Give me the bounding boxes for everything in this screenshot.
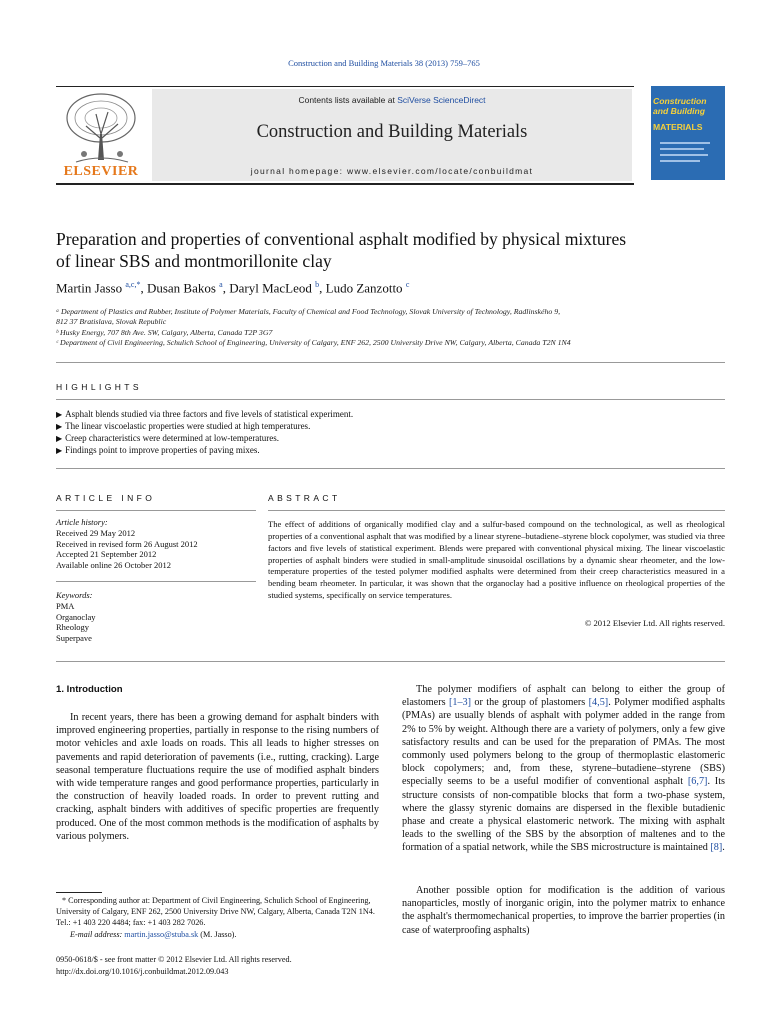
abstract-copyright: © 2012 Elsevier Ltd. All rights reserved. [584,618,725,628]
cover-materials: MATERIALS [653,122,703,132]
divider [56,661,725,662]
affiliation-c: ᶜ Department of Civil Engineering, Schulich School of Engineering, University of Calgary, ENF 262, 2500 University Drive NW, Calgary, Alberta, Canada T2N 1N4 [56,338,571,347]
citation-link[interactable]: [1–3] [448,697,472,709]
sciverse-link[interactable]: SciVerse ScienceDirect [397,95,486,105]
highlight-item [56,433,676,443]
author-name: Martin Jasso [56,280,123,296]
corresponding-author-footnote: * Corresponding author at: Department of Civil Engineering, Schulich School of Engineering, University of Calgary, ENF 262, 2500 University Drive NW, Calgary, Alberta, Canada T2N 1N4. Tel.: +1 403 220 4484; fax: +1 403 282 7026. [56,896,375,927]
triangle-bullet-icon: ▶ [56,434,63,443]
article-history [56,517,236,571]
history-revised: Received in revised form 26 August 2012 [56,538,198,549]
divider [56,468,725,469]
highlight-item [56,445,676,455]
citation-link[interactable]: [4,5] [588,697,609,709]
header-top-rule [56,86,634,87]
footnote-rule [56,892,102,893]
section-heading-introduction: 1. Introduction [56,684,123,695]
contents-line [152,95,632,105]
author-name: Daryl MacLeod [229,280,312,296]
divider [56,362,725,363]
keyword: Organoclay [56,611,96,622]
elsevier-wordmark: ELSEVIER [63,164,139,179]
abstract-text: The effect of additions of organically modified clay and a sulfur-based compound on the technological, as well as rheological properties of a conventional asphalt that was modified by a linear styrene–butadiene–styrene block copolymer, was studied via three factors and five levels of statistical experiment. Blends were prepared with conventional physical mixing. The linear viscoelastic properties of asphalt binders were studied in small-amplitude sinusoidal oscillations by a dynamic shear rheometer, and the low-temperature properties of the tested polymer modified asphalts were determined from their creep characteristics measured in a bending beam rheometer. In particular, it was shown that the organoclay had a positive influence on rheological properties of the studied systems, specifically on service temperatures. [268,519,725,601]
doi-link[interactable]: http://dx.doi.org/10.1016/j.conbuildmat.2012.09.043 [56,967,229,976]
affiliation-a-cont: 812 37 Bratislava, Slovak Republic [56,317,167,326]
intro-right-paragraph-2: Another possible option for modification is the addition of various nanoparticles, mostly of inorganic origin, into the polymer matrix to enhance the asphalt's thermomechanical properties, to improve the barrier properties (in case of waterproofing asphalts) [402,885,725,936]
journal-homepage[interactable]: journal homepage: www.elsevier.com/locate/conbuildmat [250,166,534,176]
author-list: Martin Jasso $^{a,c,*}$, Dusan Bakos $^a$, Daryl MacLeod $^b$, Ludo Zanzotto $^c$ [56,280,410,296]
keyword: PMA [56,600,75,611]
author-name: Ludo Zanzotto [325,280,403,296]
title-line-2: of linear SBS and montmorillonite clay [56,251,332,271]
highlight-item [56,409,676,419]
issn-line: 0950-0618/$ - see front matter © 2012 Elsevier Ltd. All rights reserved. [56,955,292,964]
keywords-label: Keywords: [56,590,93,600]
article-history-label: Article history: [56,517,108,527]
journal-title: Construction and Building Materials [256,122,528,142]
keywords [56,590,236,644]
journal-reference[interactable]: Construction and Building Materials 38 (2013) 759–765 [288,58,480,68]
keyword: Rheology [56,622,90,633]
affiliation-b: ᵇ Husky Energy, 707 8th Ave. SW, Calgary, Alberta, Canada T2P 3G7 [56,328,273,337]
abstract-heading: ABSTRACT [268,493,341,503]
history-online: Available online 26 October 2012 [56,560,172,571]
highlight-text: The linear viscoelastic properties were studied at high temperatures. [65,421,311,431]
highlight-text: Findings point to improve properties of paving mixes. [65,445,260,455]
header-bottom-rule [56,183,634,185]
divider [56,581,256,582]
history-accepted: Accepted 21 September 2012 [56,549,157,560]
highlight-text: Creep characteristics were determined at low-temperatures. [65,433,280,443]
body-text: . Polymer modified asphalts (PMAs) are usually blends of asphalt with polymer added in the range from 2% to 5% by weight. Although there are a variety of polymers, only a few give satisfactory results and can be used for the preparation of PMAs. The most commonly used polymers belong to the group of thermoplastic elastomeric block copolymers; and, from these, styrene–butadiene–styrene (SBS) especially seems to be a useful modifier of conventional asphalt [402,697,726,788]
body-text: The polymer modifiers of asphalt can belong to either the group of elastomers [402,684,725,709]
body-text: . [722,842,725,854]
highlight-item [56,421,676,431]
author-sup[interactable]: c [405,280,410,289]
article-title [56,228,716,272]
affiliation-a: ᵃ Department of Plastics and Rubber, Institute of Polymer Materials, Faculty of Chemical and Food Technology, Slovak University of Technology, Radlinského 9, [56,307,561,316]
divider [268,510,725,511]
triangle-bullet-icon: ▶ [56,410,63,419]
author-sup[interactable]: a [219,280,223,289]
email-footnote [56,929,382,940]
email-suffix: (M. Jasso). [198,930,237,939]
divider [56,399,725,400]
email-link[interactable]: martin.jasso@stuba.sk [124,930,199,939]
keyword: Superpave [56,633,92,644]
highlights-heading: HIGHLIGHTS [56,382,142,392]
author-sup[interactable]: b [315,280,320,289]
cover-line1: Construction [653,96,707,106]
intro-right-paragraph-1 [402,683,725,855]
email-label: E-mail address: [70,930,125,939]
citation-link[interactable]: [6,7] [687,776,708,788]
author-sup[interactable]: a,c,* [125,280,141,289]
author-name: Dusan Bakos [146,280,216,296]
article-info-heading: ARTICLE INFO [56,493,156,503]
divider [56,510,256,511]
title-line-1: Preparation and properties of conventional asphalt modified by physical mixtures [56,229,627,249]
triangle-bullet-icon: ▶ [56,422,63,431]
intro-left-paragraph: In recent years, there has been a growing demand for asphalt binders with improved engineering properties, partially in response to the rising numbers of motor vehicles and axle loads on roads. This all leads to higher stresses on pavements and rapid deterioration of pavements (i.e., rutting, cracking). Large seasonal temperature fluctuations require the use of modified asphalt binders with wide temperature ranges and good performance properties, particularly in the construction of heavily loaded roads. In order to prevent rutting and cracking, asphalt binders with additives of specific properties are frequently produced. One of the most common methods is the modification of asphalts by various polymers. [56,712,379,842]
highlight-text: Asphalt blends studied via three factors and five levels of statistical experiment. [65,409,354,419]
cover-line2: and Building [653,106,706,116]
contents-prefix: Contents lists available at [298,95,398,105]
body-text: . Its structure consists of non-compatible blocks that form a two-phase system, where the glassy styrenic domains are dispersed in the flexible butadienic phase and create a physical elastomeric network. The mixing with asphalt leads to the swelling of the SBS by the absorption of maltenes and to the formation of a spatial network, while the SBS microstructure is maintained [402,776,725,854]
cover-text-lines [660,140,718,170]
triangle-bullet-icon: ▶ [56,446,63,455]
history-received: Received 29 May 2012 [56,527,136,538]
citation-link[interactable]: [8] [710,842,723,854]
body-text: or the group of plastomers [471,697,589,709]
cover-title [653,96,723,116]
